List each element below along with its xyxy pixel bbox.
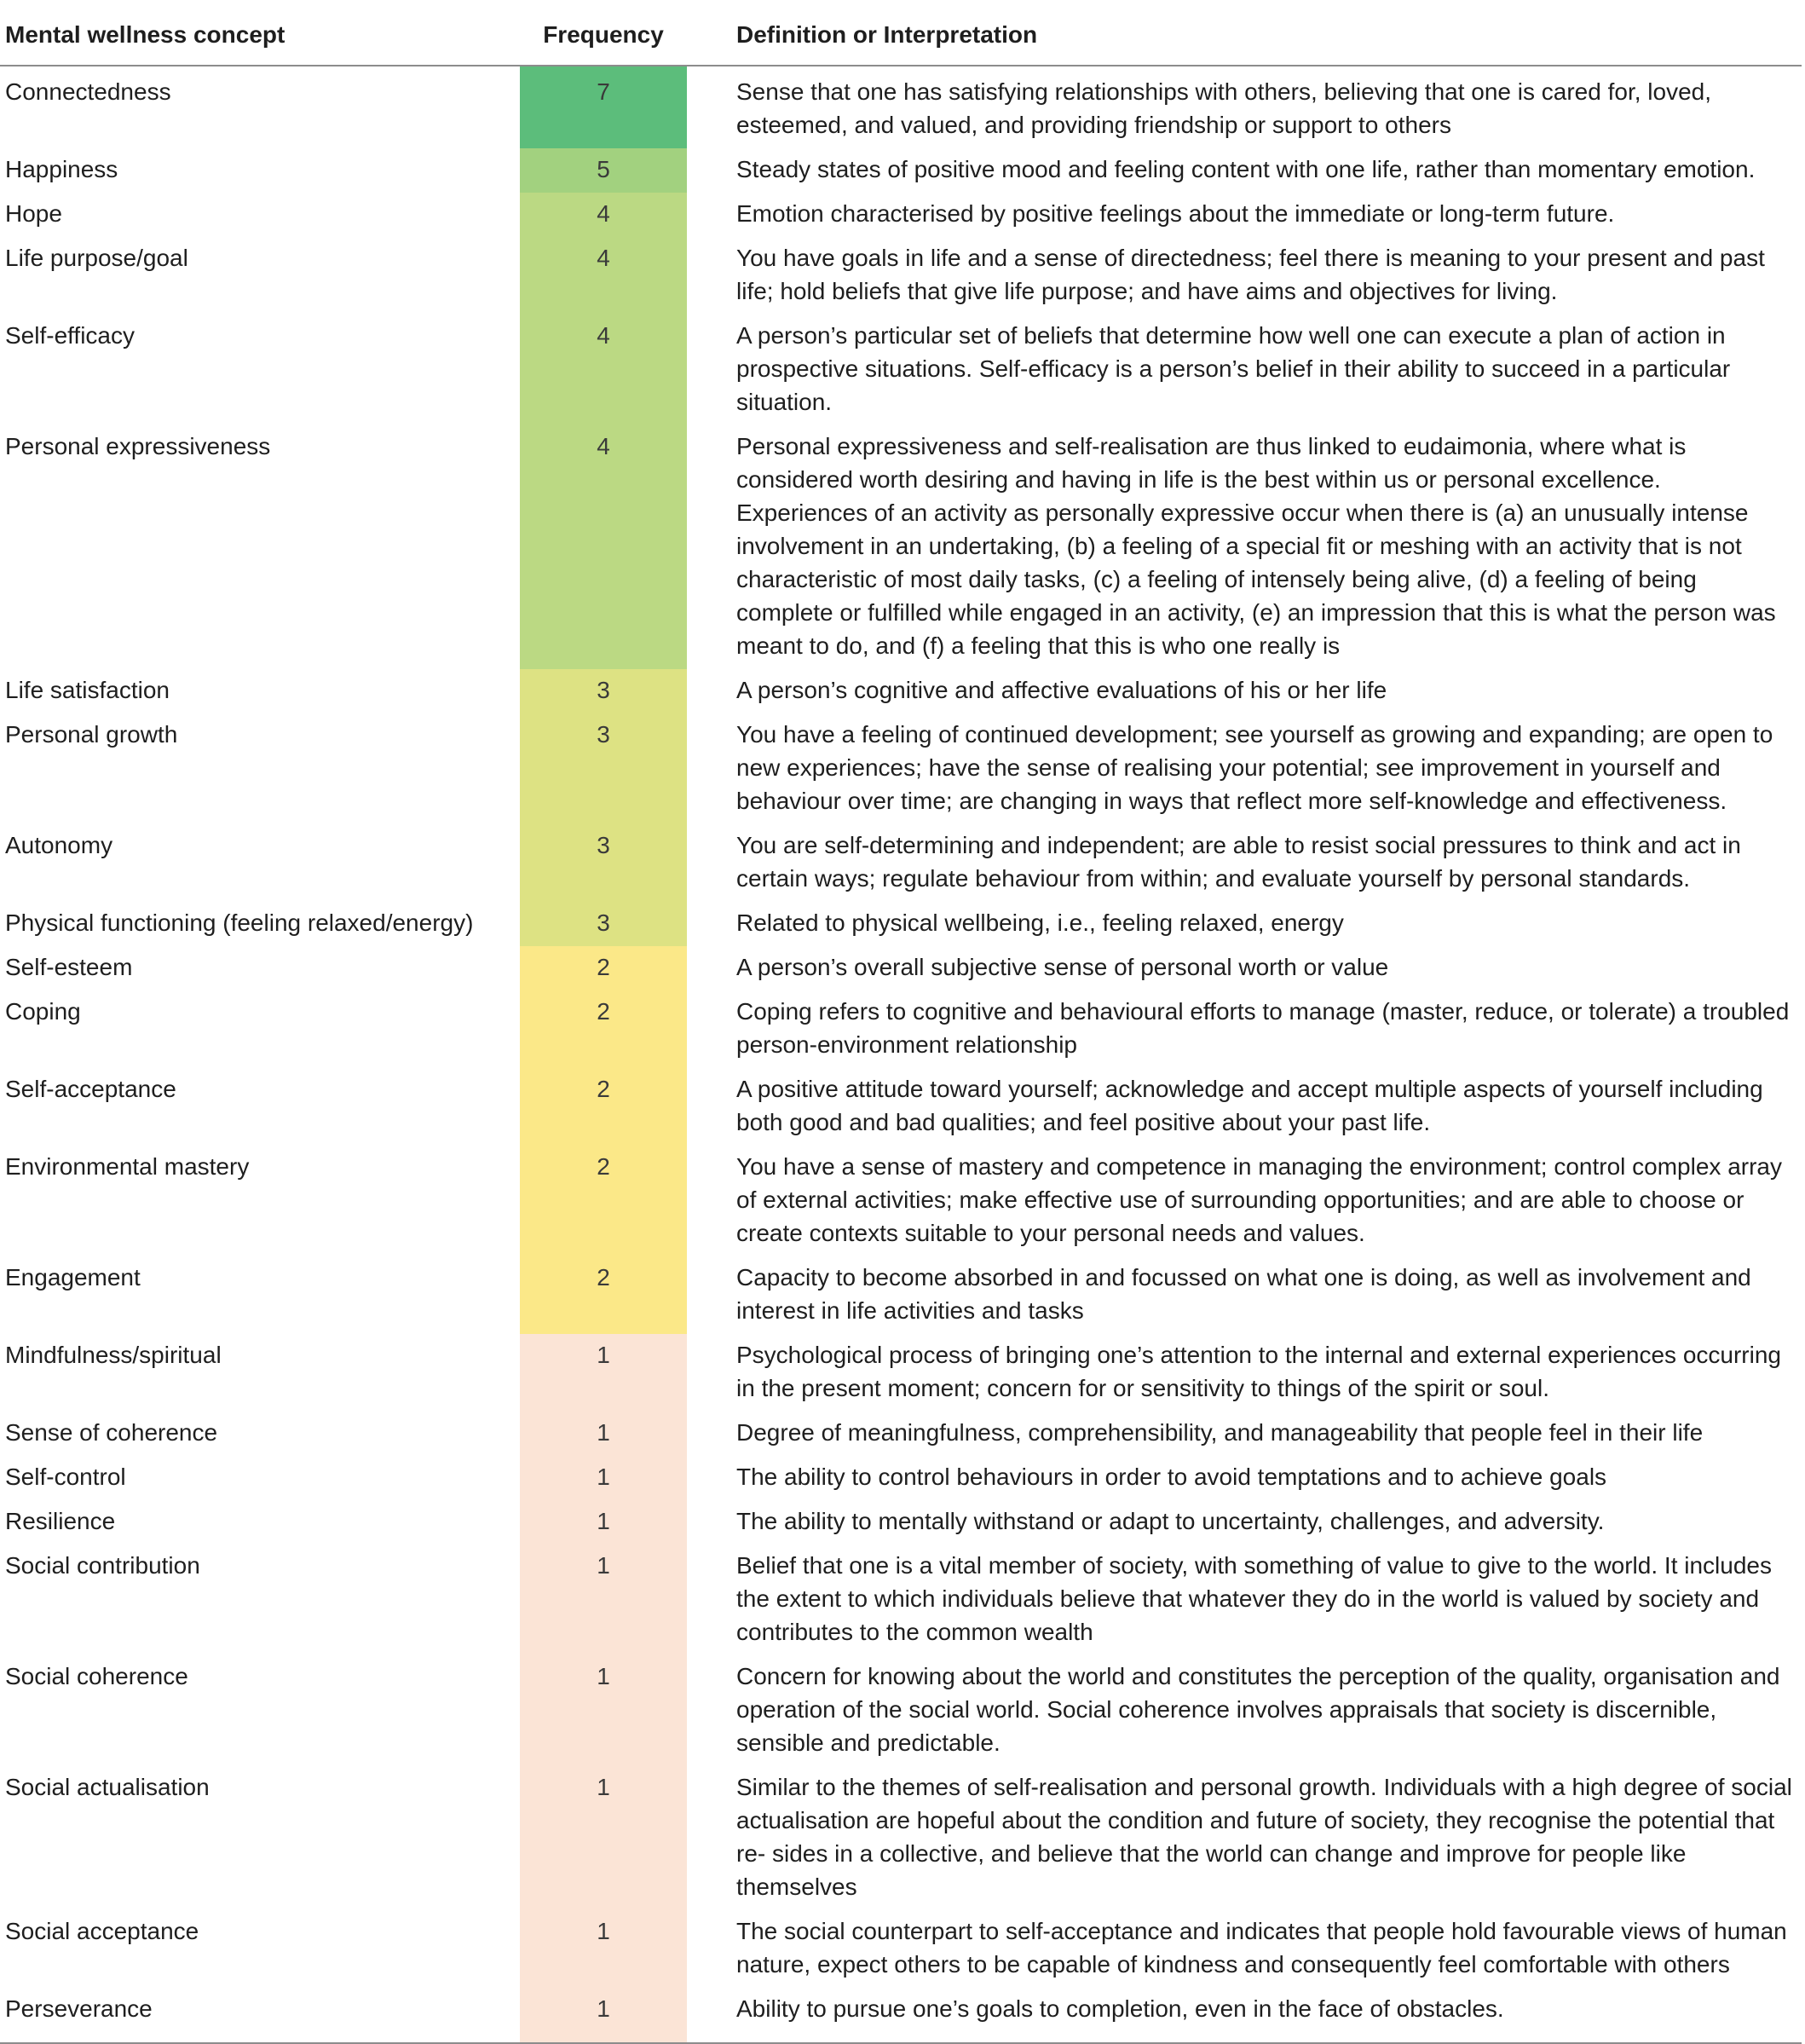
frequency-cell: 4 [520,315,687,425]
header-frequency: Frequency [520,5,687,66]
definition-cell: Emotion characterised by positive feelings about the immediate or long-term future. [736,200,1615,227]
spacer-cell [687,1500,736,1545]
table-row [0,1988,1802,2043]
frequency-cell: 1 [520,1500,687,1545]
table-row [0,425,1802,669]
table-row [0,713,1802,824]
frequency-cell: 1 [520,1910,687,1988]
table-row [0,902,1802,946]
header-gap [687,5,736,66]
definition-cell: A person’s cognitive and affective evaluations of his or her life [736,677,1387,703]
concept-cell: Self-efficacy [5,322,135,349]
concept-cell: Self-control [5,1464,126,1490]
spacer-cell [687,1146,736,1256]
spacer-cell [687,1655,736,1766]
table-row [0,1545,1802,1655]
concept-cell: Social acceptance [5,1918,199,1944]
frequency-cell: 2 [520,1068,687,1146]
concept-cell: Social actualisation [5,1774,210,1800]
spacer-cell [687,1068,736,1146]
frequency-cell: 3 [520,669,687,713]
table-row [0,990,1802,1068]
definition-cell: The ability to control behaviours in order to avoid temptations and to achieve goals [736,1464,1607,1490]
concept-cell: Connectedness [5,78,171,105]
spacer-cell [687,713,736,824]
table-row [0,148,1802,193]
header-row [0,5,1802,66]
concept-cell: Self-acceptance [5,1076,176,1102]
table-row [0,66,1802,148]
frequency-cell: 1 [520,1456,687,1500]
definition-cell: A person’s particular set of beliefs that determine how well one can execute a plan of action in prospective situations. Self-efficacy is a person’s belief in their ability to succeed in a particular situation. [736,322,1731,415]
frequency-cell: 1 [520,1545,687,1655]
table-row [0,1500,1802,1545]
spacer-cell [687,425,736,669]
spacer-cell [687,1334,736,1412]
table-body [0,66,1802,2043]
frequency-cell: 3 [520,902,687,946]
concept-cell: Physical functioning (feeling relaxed/energy) [5,909,474,936]
frequency-cell: 1 [520,1334,687,1412]
spacer-cell [687,193,736,237]
spacer-cell [687,1456,736,1500]
definition-cell: Sense that one has satisfying relationships with others, believing that one is cared for, loved, esteemed, and valued, and providing friendship or support to others [736,78,1712,138]
spacer-cell [687,66,736,148]
frequency-cell: 2 [520,990,687,1068]
spacer-cell [687,315,736,425]
frequency-cell: 2 [520,1146,687,1256]
table-row [0,1766,1802,1910]
spacer-cell [687,237,736,315]
table-row [0,193,1802,237]
header-definition: Definition or Interpretation [736,5,1802,66]
frequency-cell: 2 [520,1256,687,1334]
spacer-cell [687,990,736,1068]
concept-cell: Autonomy [5,832,113,858]
definition-cell: Psychological process of bringing one’s attention to the internal and external experiences occurring in the present moment; concern for or sensitivity to things of the spirit or soul. [736,1342,1781,1401]
definition-cell: The social counterpart to self-acceptance and indicates that people hold favourable views of human nature, expect others to be capable of kindness and consequently feel comfortable with others [736,1918,1787,1978]
concept-cell: Engagement [5,1264,141,1290]
concept-cell: Happiness [5,156,118,182]
definition-cell: A person’s overall subjective sense of personal worth or value [736,954,1389,980]
table-row [0,1068,1802,1146]
frequency-cell: 1 [520,1655,687,1766]
table-row [0,315,1802,425]
frequency-cell: 3 [520,713,687,824]
concept-cell: Perseverance [0,1988,520,2043]
table-row [0,237,1802,315]
spacer-cell [687,1256,736,1334]
frequency-cell: 1 [520,1766,687,1910]
definition-cell: You have a feeling of continued development; see yourself as growing and expanding; are open to new experiences; have the sense of realising your potential; see improvement in yourself and behaviour over time; are changing in ways that reflect more self-knowledge and effectiveness. [736,721,1773,814]
concept-cell: Life purpose/goal [5,245,188,271]
definition-cell: Coping refers to cognitive and behavioural efforts to manage (master, reduce, or tolerate) a troubled person-environment relationship [736,998,1790,1058]
spacer-cell [687,1910,736,1988]
frequency-cell: 1 [520,1412,687,1456]
definition-cell: Steady states of positive mood and feeling content with one life, rather than momentary emotion. [736,156,1756,182]
definition-cell: Ability to pursue one’s goals to completion, even in the face of obstacles. [736,1988,1802,2043]
spacer-cell [687,1412,736,1456]
spacer-cell [687,1766,736,1910]
concept-cell: Social contribution [5,1552,200,1579]
concept-cell: Personal expressiveness [5,433,271,459]
concept-cell: Hope [5,200,62,227]
definition-cell: You have goals in life and a sense of directedness; feel there is meaning to your present and past life; hold beliefs that give life purpose; and have aims and objectives for living. [736,245,1765,304]
table-row [0,1456,1802,1500]
definition-cell: Concern for knowing about the world and constitutes the perception of the quality, organisation and operation of the social world. Social coherence involves appraisals that society is discernible, sensible and predictable. [736,1663,1780,1756]
definition-cell: Related to physical wellbeing, i.e., feeling relaxed, energy [736,909,1344,936]
table-row [0,669,1802,713]
table-row [0,1256,1802,1334]
spacer-cell [687,669,736,713]
definition-cell: You are self-determining and independent; are able to resist social pressures to think and act in certain ways; regulate behaviour from within; and evaluate yourself by personal standards. [736,832,1741,892]
spacer-cell [687,946,736,990]
definition-cell: You have a sense of mastery and competence in managing the environment; control complex array of external activities; make effective use of surrounding opportunities; and are able to choose or create contexts suitable to your personal needs and values. [736,1153,1782,1246]
spacer-cell [687,148,736,193]
frequency-cell: 3 [520,824,687,902]
concept-cell: Environmental mastery [5,1153,250,1180]
frequency-cell: 5 [520,148,687,193]
concept-cell: Life satisfaction [5,677,170,703]
table-row [0,1412,1802,1456]
table-row [0,1334,1802,1412]
spacer-cell [687,902,736,946]
definition-cell: A positive attitude toward yourself; acknowledge and accept multiple aspects of yourself including both good and bad qualities; and feel positive about your past life. [736,1076,1763,1135]
concept-cell: Mindfulness/spiritual [5,1342,222,1368]
concept-cell: Resilience [5,1508,116,1534]
spacer-cell [687,1545,736,1655]
frequency-cell: 4 [520,193,687,237]
concept-cell: Self-esteem [5,954,133,980]
table-row [0,824,1802,902]
table-row [0,1910,1802,1988]
definition-cell: Similar to the themes of self-realisation and personal growth. Individuals with a high degree of social actualisation are hopeful about the condition and future of society, they recognise the potential that re- sides in a collective, and believe that the world can change and improve for people like themselves [736,1774,1792,1900]
definition-cell: The ability to mentally withstand or adapt to uncertainty, challenges, and adversity. [736,1508,1605,1534]
spacer-cell [687,1988,736,2043]
definition-cell: Personal expressiveness and self-realisation are thus linked to eudaimonia, where what is considered worth desiring and having in life is the best within us or personal excellence. Experiences of an activity as personally expressive occur when there is (a) an unusually intense involvement in an undertaking, (b) a feeling of a special fit or meshing with an activity that is not characteristic of most daily tasks, (c) a feeling of intensely being alive, (d) a feeling of being complete or fulfilled while engaged in an activity, (e) an impression that this is what the person was meant to do, and (f) a feeling that this is who one really is [736,433,1776,659]
frequency-cell: 7 [520,66,687,148]
header-concept: Mental wellness concept [0,5,520,66]
frequency-cell: 1 [520,1988,687,2043]
wellness-table [0,5,1802,2044]
frequency-cell: 4 [520,425,687,669]
table-row [0,1146,1802,1256]
concept-cell: Coping [5,998,81,1025]
concept-cell: Social coherence [5,1663,188,1689]
frequency-cell: 4 [520,237,687,315]
table-row [0,1655,1802,1766]
spacer-cell [687,824,736,902]
definition-cell: Capacity to become absorbed in and focussed on what one is doing, as well as involvement and interest in life activities and tasks [736,1264,1751,1324]
table-row [0,946,1802,990]
concept-cell: Sense of coherence [5,1419,218,1446]
definition-cell: Degree of meaningfulness, comprehensibility, and manageability that people feel in their life [736,1419,1704,1446]
definition-cell: Belief that one is a vital member of society, with something of value to give to the world. It includes the extent to which individuals believe that whatever they do in the world is valued by society and contributes to the common wealth [736,1552,1772,1645]
concept-cell: Personal growth [5,721,178,748]
frequency-cell: 2 [520,946,687,990]
